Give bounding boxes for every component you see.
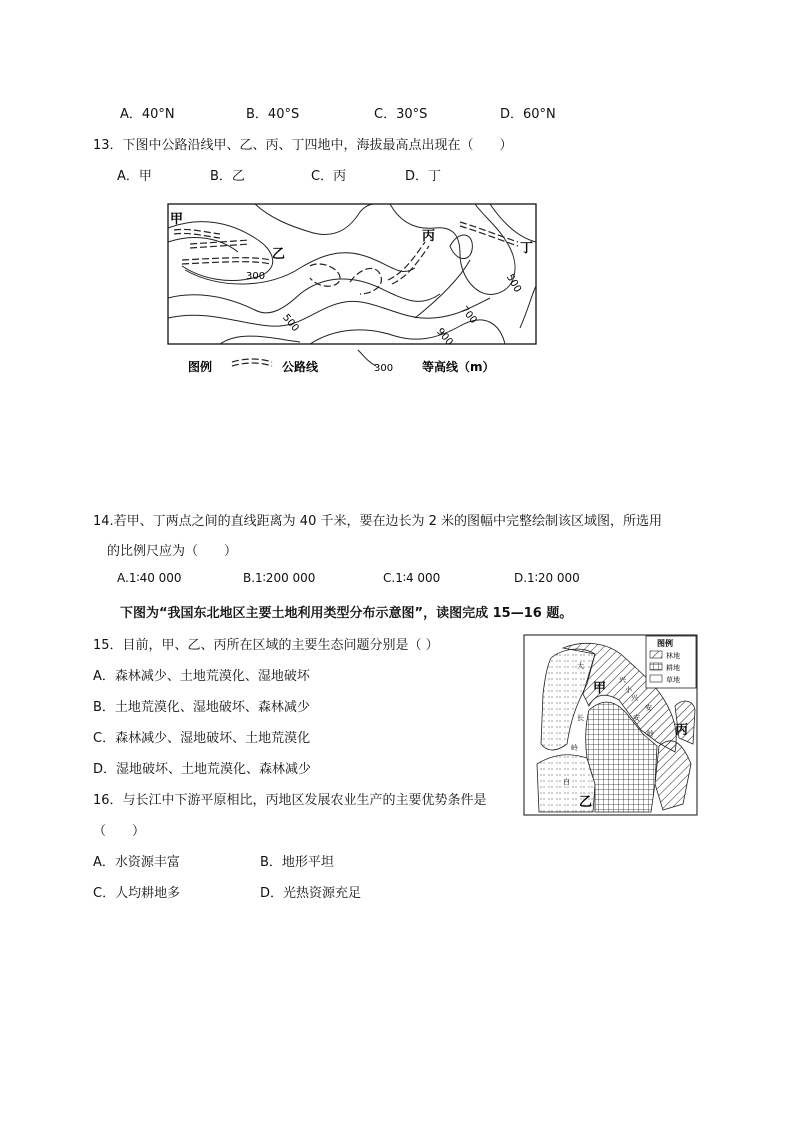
q13-option-d: D．丁 (405, 169, 442, 184)
range-char: 大 (577, 662, 584, 670)
q16-option-a: A．水资源丰富 (93, 855, 180, 870)
q12-option-b: B．40°S (246, 107, 300, 122)
range-char: 安 (633, 714, 640, 722)
contour-place-jia: 甲 (170, 212, 184, 227)
range-char: 安 (645, 704, 652, 712)
section-intro: 下图为“我国东北地区主要土地利用类型分布示意图”，读图完成 15—16 题。 (120, 606, 573, 621)
q13-option-b: B．乙 (210, 169, 245, 184)
landuse-legend-title: 图例 (657, 639, 673, 648)
range-char: 长 (577, 714, 584, 722)
range-char: 岭 (571, 744, 578, 752)
landuse-place-bing: 丙 (675, 723, 689, 738)
landuse-map (523, 634, 698, 816)
q12-option-d: D．60°N (500, 107, 556, 122)
legend-farm-swatch (650, 663, 662, 670)
range-char: 兴 (631, 694, 638, 702)
q13-option-c: C．丙 (311, 169, 347, 184)
q14-option-d: D.1∶20 000 (514, 571, 580, 585)
q16-stem: 16．与长江中下游平原相比，丙地区发展农业生产的主要优势条件是 (93, 793, 487, 808)
q15-option-d: D．湿地破坏、土地荒漠化、森林减少 (93, 762, 312, 777)
q16-option-b: B．地形平坦 (260, 855, 334, 870)
q14-stem-line1: 14.若甲、丁两点之间的直线距离为 40 千米，要在边长为 2 米的图幅中完整绘制该区域图，所选用 (93, 514, 663, 529)
contour-place-bing: 丙 (422, 229, 436, 244)
legend-grass-label: 草地 (666, 676, 680, 684)
legend-forest-label: 林地 (666, 652, 680, 660)
range-char: 白 (563, 778, 570, 786)
q15-option-b: B．土地荒漠化、湿地破坏、森林减少 (93, 700, 310, 715)
landuse-place-jia: 甲 (593, 681, 607, 696)
legend-forest-swatch (650, 651, 662, 658)
contour-label-700: 700 (458, 304, 479, 327)
contour-lines (168, 204, 536, 344)
q14-option-b: B.1∶200 000 (243, 571, 316, 585)
q13-option-a: A．甲 (117, 169, 152, 184)
q14-stem-line2: 的比例尺应为（ ） (107, 544, 238, 559)
q16-option-d: D．光热资源充足 (260, 886, 362, 901)
contour-map (160, 198, 550, 380)
contour-legend-title: 图例 (188, 360, 213, 374)
range-char: 小 (625, 686, 632, 694)
contour-legend-sample: 300 (374, 363, 394, 374)
contour-label-500-left: 500 (280, 312, 301, 335)
contour-label-900: 900 (434, 326, 455, 349)
range-char: 兴 (619, 676, 626, 684)
contour-legend-road-symbol (232, 359, 272, 366)
contour-legend-contour: 等高线（m） (422, 360, 495, 374)
q16-option-c: C．人均耕地多 (93, 886, 181, 901)
q16-paren: （ ） (93, 824, 146, 839)
q15-stem: 15．目前，甲、乙、丙所在区域的主要生态问题分别是（ ） (93, 638, 439, 653)
contour-label-300: 300 (246, 271, 266, 282)
contour-place-ding: 丁 (520, 241, 534, 256)
q15-option-c: C．森林减少、湿地破坏、土地荒漠化 (93, 731, 311, 746)
legend-grass-swatch (650, 675, 662, 682)
contour-place-yi: 乙 (272, 247, 286, 262)
q12-option-a: A．40°N (120, 107, 175, 122)
q14-option-a: A.1∶40 000 (117, 571, 182, 585)
legend-farm-label: 耕地 (666, 664, 680, 672)
contour-legend-road: 公路线 (282, 360, 319, 374)
q12-option-c: C．30°S (374, 107, 428, 122)
landuse-place-yi: 乙 (579, 795, 593, 810)
contour-map-frame (168, 204, 536, 344)
q13-stem: 13．下图中公路沿线甲、乙、丙、丁四地中，海拔最高点出现在（ ） (93, 138, 513, 153)
q15-option-a: A．森林减少、土地荒漠化、湿地破坏 (93, 669, 310, 684)
range-char: 岭 (647, 730, 654, 738)
q14-option-c: C.1∶4 000 (383, 571, 441, 585)
contour-label-500-right: 500 (503, 272, 524, 295)
